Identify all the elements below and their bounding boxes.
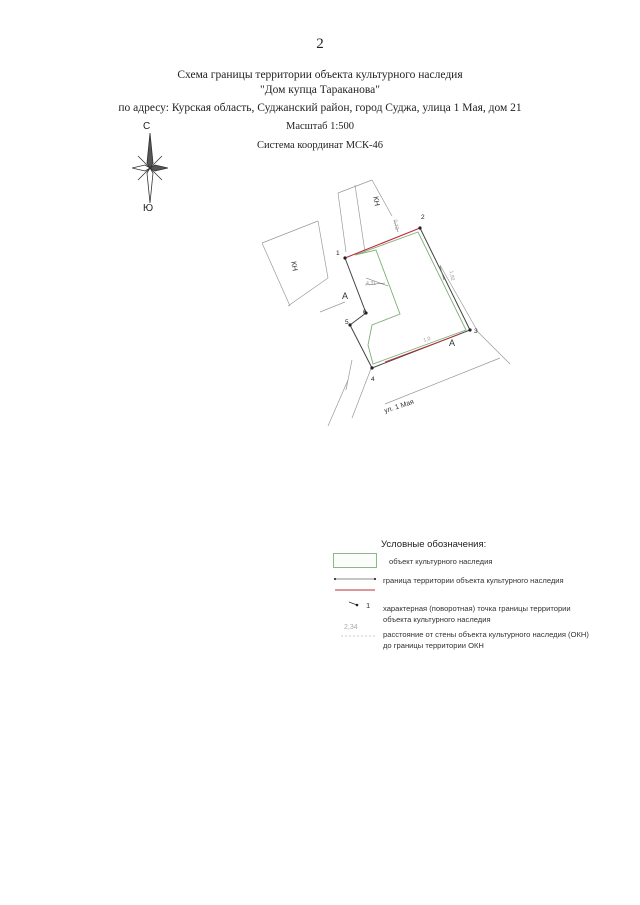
dim-label-bottom: 1,0 <box>422 335 432 344</box>
point-label-2: 2 <box>421 214 425 221</box>
zone-label-kn-west: КН <box>289 260 300 272</box>
turning-point-4 <box>370 366 373 369</box>
dim-label-inner: 4,31 <box>366 281 377 287</box>
page-number: 2 <box>316 36 324 52</box>
dim-label-right: 1,92 <box>447 270 456 282</box>
zone-label-a-west: А <box>342 291 349 301</box>
title-line-3: по адресу: Курская область, Суджанский район, город Суджа, улица 1 Мая, дом 21 <box>118 102 522 114</box>
legend-swatch-distance <box>340 634 376 638</box>
compass-north-label: С <box>143 121 151 132</box>
point-label-1: 1 <box>336 250 340 257</box>
point-label-4: 4 <box>371 376 375 383</box>
legend-swatch-turning-point <box>348 599 371 611</box>
title-line-1: Схема границы территории объекта культурного наследия <box>177 69 463 81</box>
point-label-6: 6 <box>363 309 367 316</box>
legend-item-distance: расстояние от стены объекта культурного наследия (ОКН) до границы территории ОКН <box>383 630 589 650</box>
dim-label-top: 0,73 <box>391 219 400 231</box>
scale-label: Масштаб 1:500 <box>285 121 354 132</box>
legend-item-heritage-object: объект культурного наследия <box>389 557 493 566</box>
coord-system-label: Система координат МСК-46 <box>256 140 384 151</box>
turning-point-3 <box>468 328 471 331</box>
title-line-2: "Дом купца Тараканова" <box>260 84 380 96</box>
compass-south-label: Ю <box>143 203 154 214</box>
zone-label-kn-north: КН <box>371 195 382 207</box>
legend-distance-sample: 2,34 <box>344 624 358 631</box>
turning-point-5 <box>348 323 351 326</box>
legend-turning-point-number: 1 <box>366 601 371 610</box>
turning-point-2 <box>418 226 421 229</box>
legend-swatch-heritage-object <box>333 553 377 568</box>
legend-title: Условные обозначения: <box>381 539 487 550</box>
legend-item-boundary: граница территории объекта культурного наследия <box>383 576 564 585</box>
turning-points <box>343 226 471 369</box>
zone-label-a-south: А <box>449 338 456 348</box>
street-label: ул. 1 Мая <box>383 398 415 415</box>
legend-item-turning-point: характерная (поворотная) точка границы территории объекта культурного наследия <box>383 604 571 624</box>
point-label-5: 5 <box>345 319 349 326</box>
point-label-3: 3 <box>474 328 478 335</box>
turning-point-1 <box>343 256 346 259</box>
surrounding-linework <box>262 180 510 426</box>
legend-swatch-boundary <box>333 576 377 596</box>
